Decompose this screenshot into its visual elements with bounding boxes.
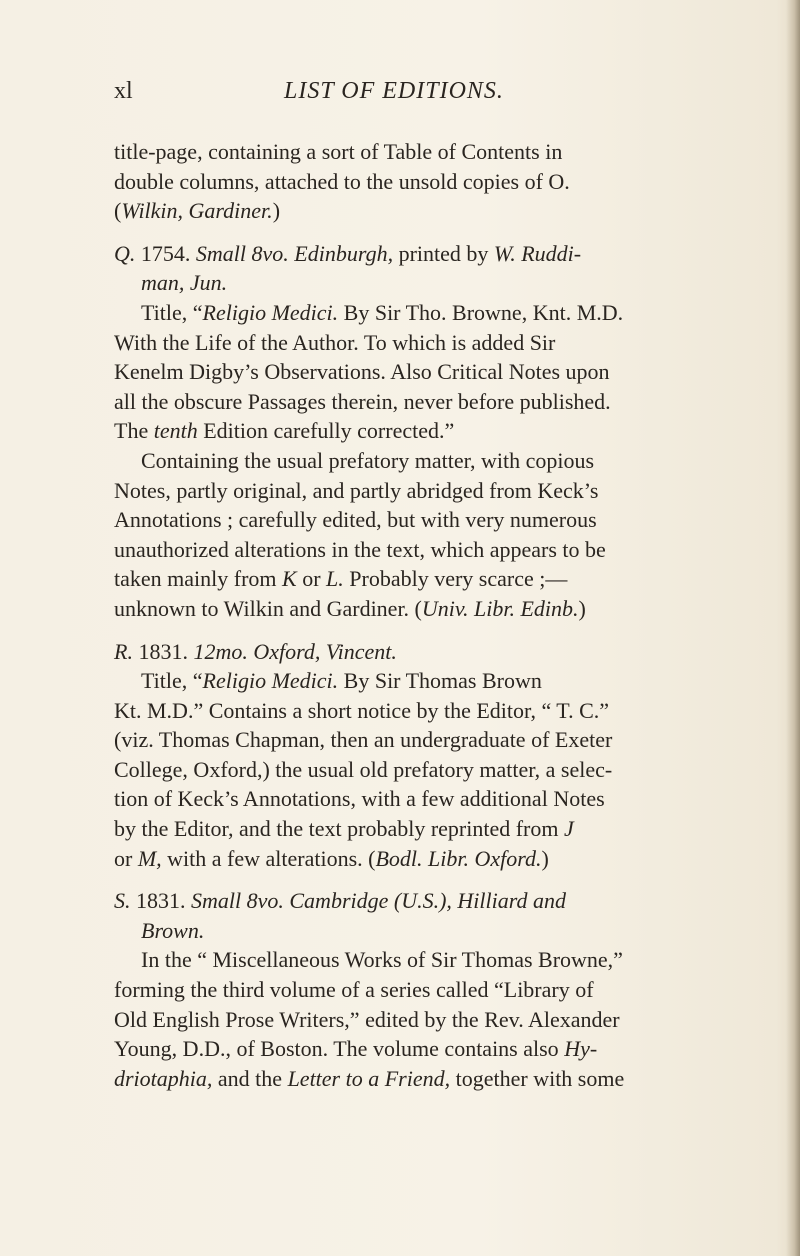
edition-label: Q. bbox=[114, 240, 136, 266]
citation-ref: Wilkin, Gardiner. bbox=[121, 198, 273, 224]
text-line: Kenelm Digby’s Observations. Also Critical Notes upon bbox=[114, 359, 610, 385]
text-line: With the Life of the Author. To which is added Sir bbox=[114, 329, 556, 355]
text-line: man, Jun. bbox=[141, 270, 228, 296]
edition-entry-r: R. 1831. 12mo. Oxford, Vincent. bbox=[114, 638, 397, 664]
edition-label: S. bbox=[114, 888, 131, 914]
page-header bbox=[114, 78, 764, 112]
text-line: The tenth Edition carefully corrected.” bbox=[114, 418, 455, 444]
text-line: Brown. bbox=[141, 917, 205, 943]
citation-ref: Bodl. Libr. Oxford. bbox=[375, 845, 542, 871]
text-line: In the “ Miscellaneous Works of Sir Thomas Browne,” bbox=[141, 947, 623, 973]
text-line: forming the third volume of a series called “Library of bbox=[114, 977, 594, 1003]
text-line: Containing the usual prefatory matter, with copious bbox=[141, 447, 595, 473]
edition-label: R. bbox=[114, 638, 133, 664]
text-line: by the Editor, and the text probably reprinted from J bbox=[114, 816, 574, 842]
text-line: Annotations ; carefully edited, but with very numerous bbox=[114, 507, 597, 533]
edition-entry-s: S. 1831. Small 8vo. Cambridge (U.S.), Hilliard and bbox=[114, 888, 566, 914]
text-line: double columns, attached to the unsold copies of O. bbox=[114, 168, 570, 194]
text-line: Kt. M.D.” Contains a short notice by the Editor, “ T. C.” bbox=[114, 697, 610, 723]
text-line: (Wilkin, Gardiner.) bbox=[114, 198, 281, 224]
text-line: all the obscure Passages therein, never before published. bbox=[114, 388, 611, 414]
text-line: unknown to Wilkin and Gardiner. (Univ. Libr. Edinb.) bbox=[114, 595, 586, 621]
text-line: driotaphia, and the Letter to a Friend, together with some bbox=[114, 1065, 625, 1091]
text-line: or M, with a few alterations. (Bodl. Libr. Oxford.) bbox=[114, 845, 549, 871]
text-line: unauthorized alterations in the text, which appears to be bbox=[114, 536, 606, 562]
citation-ref: Univ. Libr. Edinb. bbox=[421, 595, 579, 621]
text-line: Old English Prose Writers,” edited by the Rev. Alexander bbox=[114, 1006, 620, 1032]
edition-entry-q: Q. 1754. Small 8vo. Edinburgh, printed by W. Ruddi- bbox=[114, 240, 582, 266]
text-line: Title, “Religio Medici. By Sir Tho. Browne, Knt. M.D. bbox=[141, 299, 624, 325]
running-title: LIST OF EDITIONS. bbox=[284, 78, 504, 104]
text-line: Young, D.D., of Boston. The volume contains also Hy- bbox=[114, 1036, 598, 1062]
text-line: (viz. Thomas Chapman, then an undergraduate of Exeter bbox=[114, 727, 613, 753]
text-line: taken mainly from K or L. Probably very scarce ;— bbox=[114, 566, 568, 592]
text-line: Title, “Religio Medici. By Sir Thomas Brown bbox=[141, 668, 542, 694]
page-edge-shadow bbox=[786, 0, 800, 1256]
page-number: xl bbox=[114, 78, 133, 104]
text-line: Notes, partly original, and partly abridged from Keck’s bbox=[114, 477, 599, 503]
text-line: tion of Keck’s Annotations, with a few additional Notes bbox=[114, 786, 605, 812]
text-line: title-page, containing a sort of Table of Contents in bbox=[114, 139, 563, 164]
body-text bbox=[114, 137, 774, 1093]
text-line: College, Oxford,) the usual old prefatory matter, a selec- bbox=[114, 756, 613, 782]
